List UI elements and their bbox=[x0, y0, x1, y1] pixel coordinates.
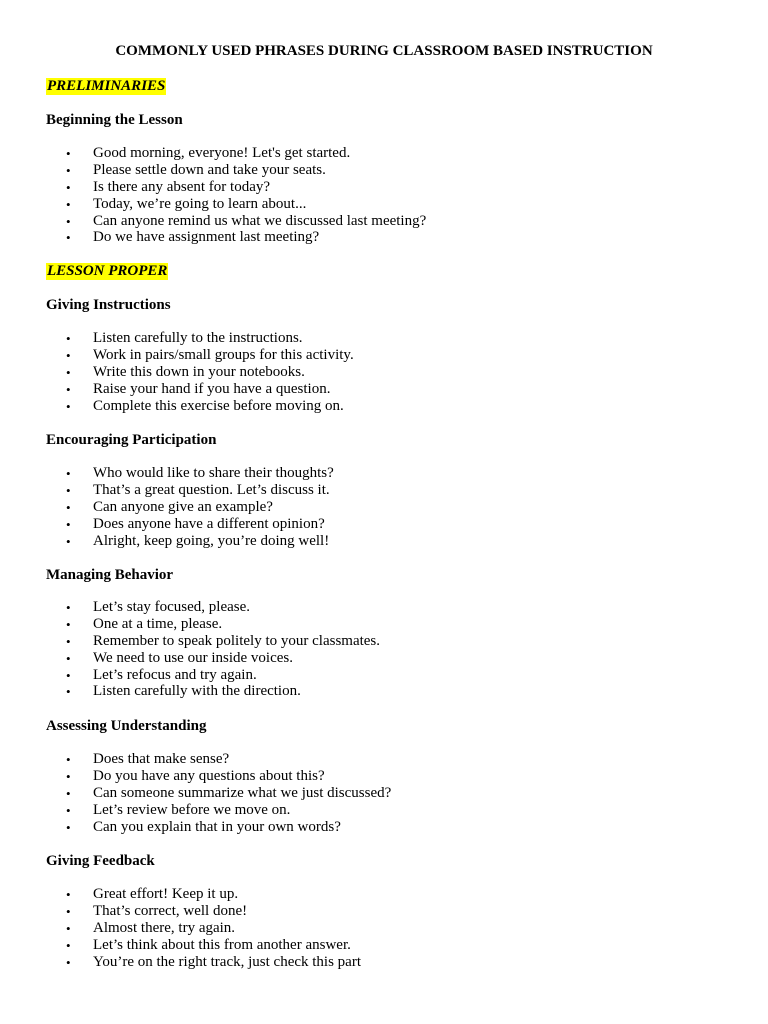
list-item-text: Listen carefully to the instructions. bbox=[93, 330, 303, 346]
bullet-icon: • bbox=[66, 633, 71, 649]
list-item-text: Can anyone remind us what we discussed last meeting? bbox=[93, 212, 427, 229]
bullet-icon: • bbox=[66, 802, 71, 818]
list-item bbox=[0, 903, 361, 920]
bullet-icon: • bbox=[66, 162, 71, 178]
list-item-text: Do we have assignment last meeting? bbox=[93, 229, 320, 246]
list-giving-instructions bbox=[0, 330, 354, 414]
bullet-icon: • bbox=[66, 364, 71, 380]
list-item bbox=[0, 768, 391, 785]
bullet-icon: • bbox=[66, 482, 71, 498]
list-managing-behavior bbox=[0, 599, 380, 700]
list-item bbox=[0, 616, 380, 633]
list-item bbox=[0, 499, 334, 516]
list-item bbox=[0, 162, 426, 179]
heading-beginning-the-lesson: Beginning the Lesson bbox=[46, 112, 183, 128]
bullet-icon: • bbox=[66, 819, 71, 835]
list-item bbox=[0, 533, 334, 550]
list-item bbox=[0, 920, 361, 937]
list-item bbox=[0, 599, 380, 616]
list-item-text: Good morning, everyone! Let's get started. bbox=[93, 145, 351, 161]
list-item-text: You’re on the right track, just check this part bbox=[93, 953, 362, 970]
list-item-text: Write this down in your notebooks. bbox=[93, 363, 305, 380]
heading-assessing-understanding: Assessing Understanding bbox=[46, 718, 207, 734]
bullet-icon: • bbox=[66, 954, 71, 970]
list-item-text: Complete this exercise before moving on. bbox=[93, 397, 344, 414]
list-item-text: Great effort! Keep it up. bbox=[93, 886, 239, 902]
list-item-text: One at a time, please. bbox=[93, 615, 223, 632]
bullet-icon: • bbox=[66, 381, 71, 397]
section-label-preliminaries: PRELIMINARIES bbox=[47, 78, 166, 94]
list-item-text: Can anyone give an example? bbox=[93, 498, 273, 515]
list-item-text: That’s correct, well done! bbox=[93, 902, 248, 919]
list-item bbox=[0, 381, 354, 398]
bullet-icon: • bbox=[66, 533, 71, 549]
list-item-text: Alright, keep going, you’re doing well! bbox=[93, 532, 330, 549]
list-item-text: Let’s stay focused, please. bbox=[93, 599, 251, 615]
list-item bbox=[0, 802, 391, 819]
list-item bbox=[0, 683, 380, 700]
list-item-text: Remember to speak politely to your classmates. bbox=[93, 632, 381, 649]
list-item-text: Let’s think about this from another answer. bbox=[93, 936, 351, 953]
list-item-text: Does that make sense? bbox=[93, 751, 230, 767]
list-item bbox=[0, 229, 426, 246]
list-item-text: Do you have any questions about this? bbox=[93, 767, 325, 784]
bullet-icon: • bbox=[66, 920, 71, 936]
list-item bbox=[0, 364, 354, 381]
bullet-icon: • bbox=[66, 516, 71, 532]
list-item bbox=[0, 330, 354, 347]
list-item bbox=[0, 886, 361, 903]
list-item-text: Can someone summarize what we just discussed? bbox=[93, 784, 392, 801]
bullet-icon: • bbox=[66, 887, 71, 902]
list-item bbox=[0, 650, 380, 667]
list-item bbox=[0, 347, 354, 364]
list-item bbox=[0, 179, 426, 196]
list-item bbox=[0, 667, 380, 684]
bullet-icon: • bbox=[66, 398, 71, 414]
list-item bbox=[0, 516, 334, 533]
list-item bbox=[0, 196, 426, 213]
list-item bbox=[0, 954, 361, 971]
list-item-text: Is there any absent for today? bbox=[93, 178, 271, 195]
list-item bbox=[0, 633, 380, 650]
list-item bbox=[0, 465, 334, 482]
bullet-icon: • bbox=[66, 752, 71, 767]
list-item-text: Can you explain that in your own words? bbox=[93, 818, 341, 835]
bullet-icon: • bbox=[66, 146, 71, 161]
bullet-icon: • bbox=[66, 499, 71, 515]
list-item-text: Today, we’re going to learn about... bbox=[93, 195, 307, 212]
list-item bbox=[0, 145, 426, 162]
list-item-text: Raise your hand if you have a question. bbox=[93, 380, 331, 397]
list-beginning-the-lesson bbox=[0, 145, 426, 246]
list-item bbox=[0, 937, 361, 954]
list-item-text: Who would like to share their thoughts? bbox=[93, 465, 334, 481]
list-item-text: Listen carefully with the direction. bbox=[93, 683, 301, 700]
list-item-text: We need to use our inside voices. bbox=[93, 649, 293, 666]
list-item bbox=[0, 213, 426, 230]
bullet-icon: • bbox=[66, 650, 71, 666]
heading-giving-feedback: Giving Feedback bbox=[46, 853, 155, 869]
section-label-lesson-proper: LESSON PROPER bbox=[47, 263, 168, 279]
heading-encouraging-participation: Encouraging Participation bbox=[46, 432, 217, 448]
bullet-icon: • bbox=[66, 937, 71, 953]
bullet-icon: • bbox=[66, 600, 71, 615]
bullet-icon: • bbox=[66, 768, 71, 784]
bullet-icon: • bbox=[66, 230, 71, 246]
bullet-icon: • bbox=[66, 684, 71, 700]
list-item-text: Please settle down and take your seats. bbox=[93, 161, 326, 178]
bullet-icon: • bbox=[66, 213, 71, 229]
bullet-icon: • bbox=[66, 196, 71, 212]
heading-giving-instructions: Giving Instructions bbox=[46, 297, 171, 313]
list-encouraging-participation bbox=[0, 465, 334, 549]
list-item bbox=[0, 751, 391, 768]
bullet-icon: • bbox=[66, 785, 71, 801]
list-item-text: Let’s review before we move on. bbox=[93, 801, 291, 818]
list-item bbox=[0, 398, 354, 415]
list-item-text: Almost there, try again. bbox=[93, 919, 236, 936]
bullet-icon: • bbox=[66, 616, 71, 632]
document-title: COMMONLY USED PHRASES DURING CLASSROOM BASED INSTRUCTION bbox=[115, 43, 653, 59]
list-item-text: Work in pairs/small groups for this activity. bbox=[93, 346, 354, 363]
bullet-icon: • bbox=[66, 347, 71, 363]
bullet-icon: • bbox=[66, 466, 71, 481]
list-item-text: Let’s refocus and try again. bbox=[93, 666, 257, 683]
list-giving-feedback bbox=[0, 886, 361, 970]
list-item bbox=[0, 482, 334, 499]
list-item-text: Does anyone have a different opinion? bbox=[93, 515, 325, 532]
bullet-icon: • bbox=[66, 331, 71, 346]
list-item-text: That’s a great question. Let’s discuss it. bbox=[93, 481, 330, 498]
heading-managing-behavior: Managing Behavior bbox=[46, 567, 174, 583]
list-assessing-understanding bbox=[0, 751, 391, 835]
bullet-icon: • bbox=[66, 667, 71, 683]
bullet-icon: • bbox=[66, 903, 71, 919]
list-item bbox=[0, 785, 391, 802]
list-item bbox=[0, 819, 391, 836]
bullet-icon: • bbox=[66, 179, 71, 195]
